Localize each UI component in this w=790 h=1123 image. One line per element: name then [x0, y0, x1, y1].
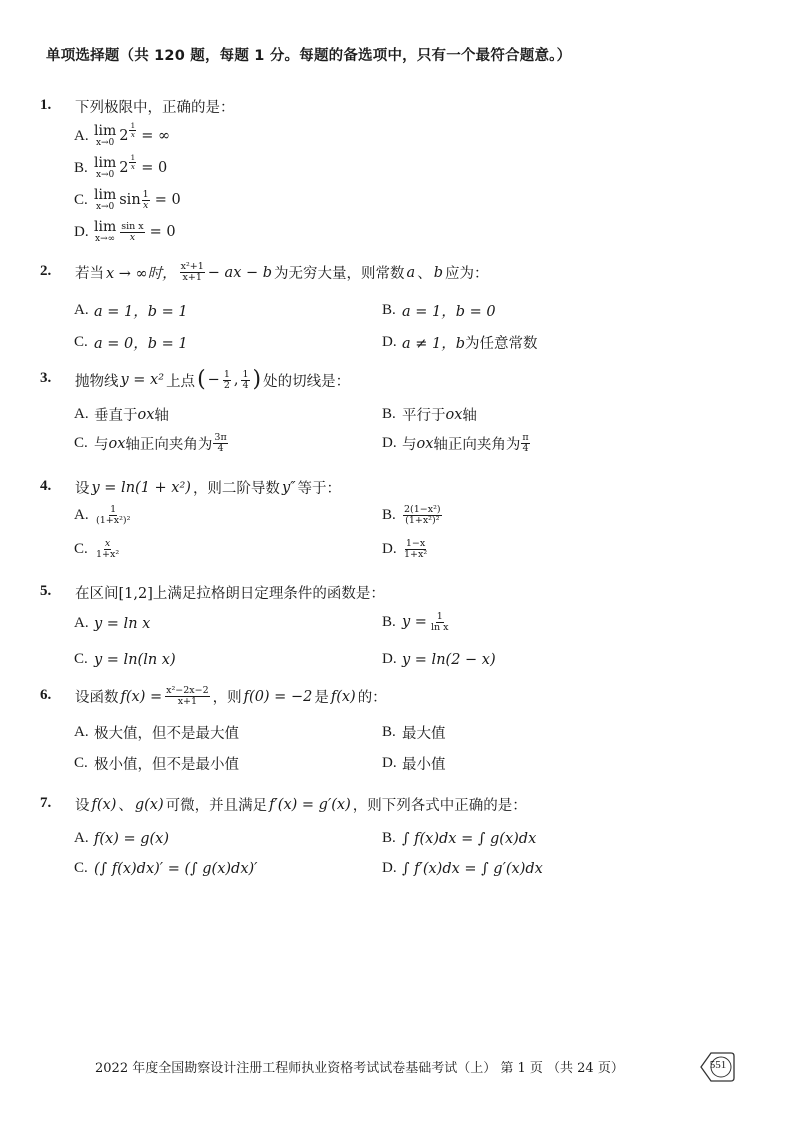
option-text: y = ln x: [94, 615, 151, 632]
option-b[interactable]: [74, 153, 168, 180]
option-label: C.: [74, 334, 88, 350]
option-c[interactable]: [74, 860, 257, 877]
limit-base: 2: [119, 128, 129, 144]
option-label: A.: [74, 506, 89, 523]
question-6: [40, 685, 760, 773]
option-label: A.: [74, 127, 89, 144]
option-a[interactable]: [74, 830, 169, 847]
exponent-fraction: $\frac{1}{x}$: [130, 121, 136, 139]
option-d[interactable]: [382, 651, 496, 668]
question-number: 6.: [40, 687, 52, 703]
fraction: $\frac{\text{x²+1}}{x+1}$: [180, 261, 204, 283]
option-b[interactable]: B. 平行于 ox 轴: [382, 406, 477, 424]
section-title: 单项选择题（共 120 题，每题 1 分。每题的备选项中，只有一个最符合题意。）: [46, 48, 572, 64]
limit-base: 2: [119, 160, 129, 176]
option-text: y = ln(ln x): [94, 651, 176, 668]
question-stem: 设 f(x) 、 g(x) 可微，并且满足 f′(x) = g′(x) ，则下列各式中正确的是：: [75, 796, 527, 814]
limit-result: = 0: [149, 224, 176, 240]
option-label: B.: [74, 159, 88, 176]
angle-fraction: $\frac{3\pi}{4}$: [214, 432, 227, 454]
option-a[interactable]: [74, 722, 239, 743]
option-d[interactable]: [382, 860, 543, 877]
question-4: [40, 477, 760, 560]
option-text: y = ln(2 − x): [402, 651, 496, 668]
option-c[interactable]: [74, 332, 188, 353]
option-c[interactable]: [74, 651, 176, 668]
option-label: C.: [74, 435, 88, 451]
fraction: $\frac{\text{2(1−x²)}}{\text{(1+x²)²}}$: [404, 504, 441, 526]
question-stem: 抛物线 y = x² 上点 ( − $\frac{1}{2}$ , $\frac{1}{4}$ ) 处的切线是：: [75, 367, 351, 392]
angle-fraction: $\frac{\pi}{4}$: [522, 432, 529, 454]
question-2: [40, 261, 760, 352]
exponent-fraction: $\frac{1}{x}$: [130, 153, 136, 171]
limit-operator: lim x→0: [94, 187, 117, 212]
limit-operator: lim x→0: [94, 155, 117, 180]
question-5: [40, 582, 760, 668]
fraction: $\frac{1}{x}$: [142, 188, 149, 211]
question-number: 4.: [40, 478, 52, 494]
page-footer: 2022 年度全国勘察设计注册工程师执业资格考试试卷基础考试（上） 第 1 页 （共 24 页）: [95, 1061, 624, 1076]
question-stem: 设函数 f(x) = $\frac{\text{x²−2x−2}}{x+1}$ ，则 f(0) = −2 是 f(x) 的：: [75, 685, 387, 707]
option-a[interactable]: A. 垂直于 ox 轴: [74, 406, 169, 424]
option-d[interactable]: [382, 539, 429, 560]
option-label: B.: [382, 724, 396, 740]
option-label: D.: [74, 223, 89, 240]
limit-operator: lim x→0: [94, 123, 117, 148]
option-b[interactable]: [382, 300, 496, 321]
option-text: 极大值，但不是最大值: [94, 726, 239, 742]
question-stem: 若当 x → ∞时， $\frac{\text{x²+1}}{x+1}$ − ax − b 为无穷大量，则常数 a 、 b 应为：: [75, 261, 489, 283]
option-label: D.: [382, 435, 397, 451]
option-a[interactable]: [74, 615, 150, 632]
limit-result: = 0: [141, 160, 168, 176]
option-label: D.: [382, 651, 397, 667]
option-label: D.: [382, 540, 397, 557]
question-number: 5.: [40, 583, 52, 599]
option-label: D.: [382, 755, 397, 771]
option-label: A.: [74, 724, 89, 740]
fraction: $\frac{1}{\text{(1+x²)²}}$: [96, 504, 131, 526]
option-text: 极小值，但不是最小值: [94, 757, 239, 773]
option-text: a ≠ 1，b: [402, 336, 466, 352]
fraction: $\frac{1-x}{\text{1+x²}}$: [404, 538, 428, 560]
option-d[interactable]: [382, 332, 538, 353]
option-text: 最小值: [402, 757, 446, 773]
question-number: 7.: [40, 795, 52, 811]
question-number: 3.: [40, 370, 52, 386]
sin-function: sin: [119, 192, 141, 208]
option-text: 最大值: [402, 726, 446, 742]
option-label: A.: [74, 406, 89, 422]
option-label: B.: [382, 613, 396, 630]
option-b[interactable]: B. y = $\frac{1}{\text{ln x}}$: [382, 611, 449, 633]
option-b[interactable]: [382, 505, 443, 526]
option-label: C.: [74, 651, 88, 667]
question-3: [40, 367, 760, 454]
point-y-fraction: $\frac{1}{4}$: [242, 368, 249, 391]
option-text: ∫ f′(x)dx = ∫ g′(x)dx: [402, 860, 543, 877]
option-b[interactable]: [382, 722, 446, 743]
question-stem: 下列极限中，正确的是：: [75, 100, 235, 116]
limit-result: = 0: [154, 192, 181, 208]
option-d[interactable]: D. 与 ox 轴正向夹角为 $\frac{\pi}{4}$: [382, 432, 529, 454]
option-a[interactable]: [74, 505, 132, 526]
fraction: $\frac{1}{\text{ln x}}$: [430, 611, 449, 633]
option-label: D.: [382, 860, 397, 876]
option-c[interactable]: [74, 539, 121, 560]
option-d[interactable]: [74, 220, 176, 244]
question-stem: 在区间[1,2]上满足拉格朗日定理条件的函数是：: [75, 586, 385, 602]
option-label: A.: [74, 615, 89, 631]
option-c[interactable]: [74, 753, 239, 774]
option-label: C.: [74, 540, 88, 557]
option-label: B.: [382, 506, 396, 523]
option-c[interactable]: [74, 188, 181, 212]
option-b[interactable]: [382, 830, 536, 847]
point-x-fraction: $\frac{1}{2}$: [223, 368, 230, 391]
option-label: B.: [382, 830, 396, 846]
option-text: a = 1，b = 1: [94, 304, 188, 320]
limit-operator: lim x→∞: [94, 219, 117, 244]
option-label: C.: [74, 860, 88, 876]
option-label: B.: [382, 406, 396, 422]
page-badge-number: 551: [709, 1059, 727, 1071]
option-text-tail: 为任意常数: [465, 336, 538, 352]
option-label: A.: [74, 302, 89, 318]
option-label: B.: [382, 302, 396, 318]
option-label: C.: [74, 191, 88, 208]
option-label: C.: [74, 755, 88, 771]
question-7: [40, 794, 760, 877]
option-text: a = 1，b = 0: [402, 304, 496, 320]
option-c[interactable]: C. 与 ox 轴正向夹角为 $\frac{3\pi}{4}$: [74, 432, 227, 454]
question-number: 2.: [40, 263, 52, 279]
option-label: D.: [382, 334, 397, 350]
option-d[interactable]: [382, 753, 446, 774]
question-1: [40, 96, 760, 244]
option-a[interactable]: [74, 300, 188, 321]
option-a[interactable]: [74, 121, 171, 148]
option-text: f(x) = g(x): [94, 830, 169, 847]
question-stem: 设 y = ln(1 + x²) ，则二阶导数 y″ 等于：: [75, 479, 342, 497]
option-text: ∫ f(x)dx = ∫ g(x)dx: [402, 830, 537, 847]
option-text: a = 0，b = 1: [94, 336, 188, 352]
option-text: (∫ f(x)dx)′ = (∫ g(x)dx)′: [94, 860, 258, 877]
question-number: 1.: [40, 97, 52, 113]
fraction: $\frac{\text{sin x}}{x}$: [121, 220, 144, 243]
fraction: $\frac{x}{\text{1+x²}}$: [96, 538, 120, 560]
limit-result: = ∞: [141, 128, 171, 144]
option-label: A.: [74, 830, 89, 846]
fraction: $\frac{\text{x²−2x−2}}{x+1}$: [166, 685, 209, 707]
